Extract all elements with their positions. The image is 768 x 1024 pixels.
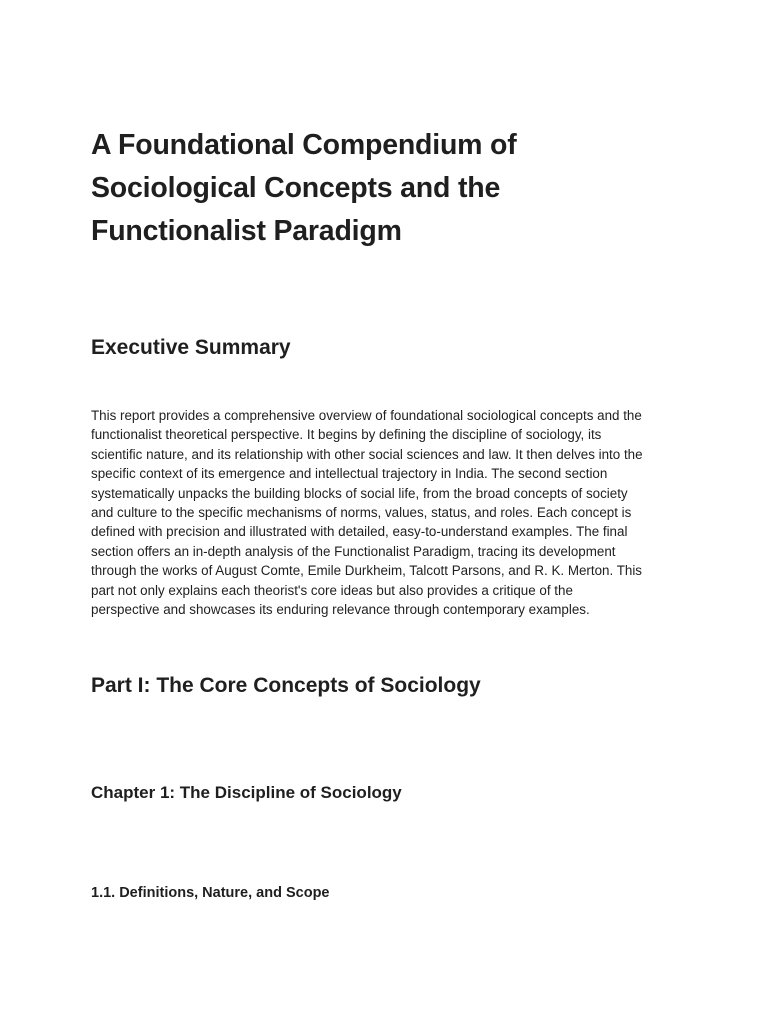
paragraph-line: section offers an in-depth analysis of the Functionalist Paradigm, tracing its development xyxy=(91,543,616,559)
paragraph-line: This report provides a comprehensive overview of foundational sociological concepts and the xyxy=(91,408,642,423)
part-1-heading: Part I: The Core Concepts of Sociology xyxy=(91,674,481,697)
paragraph-line: functionalist theoretical perspective. It begins by defining the discipline of sociology, its xyxy=(91,427,602,443)
chapter-1-heading: Chapter 1: The Discipline of Sociology xyxy=(91,783,402,802)
title-line: A Foundational Compendium of xyxy=(91,129,517,161)
title-line: Sociological Concepts and the xyxy=(91,172,501,204)
paragraph-line: scientific nature, and its relationship with other social sciences and law. It then delves into the xyxy=(91,446,643,462)
executive-summary-paragraph xyxy=(91,406,685,619)
paragraph-line: systematically unpacks the building blocks of social life, from the broad concepts of society xyxy=(91,485,628,501)
section-1-1-heading: 1.1. Definitions, Nature, and Scope xyxy=(91,885,330,901)
document-title xyxy=(91,124,691,253)
paragraph-line: through the works of August Comte, Emile Durkheim, Talcott Parsons, and R. K. Merton. This xyxy=(91,563,642,579)
paragraph-line: specific context of its emergence and intellectual trajectory in India. The second section xyxy=(91,466,608,482)
paragraph-line: perspective and showcases its enduring relevance through contemporary examples. xyxy=(91,602,590,618)
paragraph-line: and culture to the specific mechanisms of norms, values, status, and roles. Each concept is xyxy=(91,505,632,521)
title-line: Functionalist Paradigm xyxy=(91,215,402,247)
executive-summary-heading: Executive Summary xyxy=(91,336,291,359)
paragraph-line: part not only explains each theorist's core ideas but also provides a critique of the xyxy=(91,582,573,598)
paragraph-line: defined with precision and illustrated with detailed, easy-to-understand examples. The final xyxy=(91,524,628,540)
